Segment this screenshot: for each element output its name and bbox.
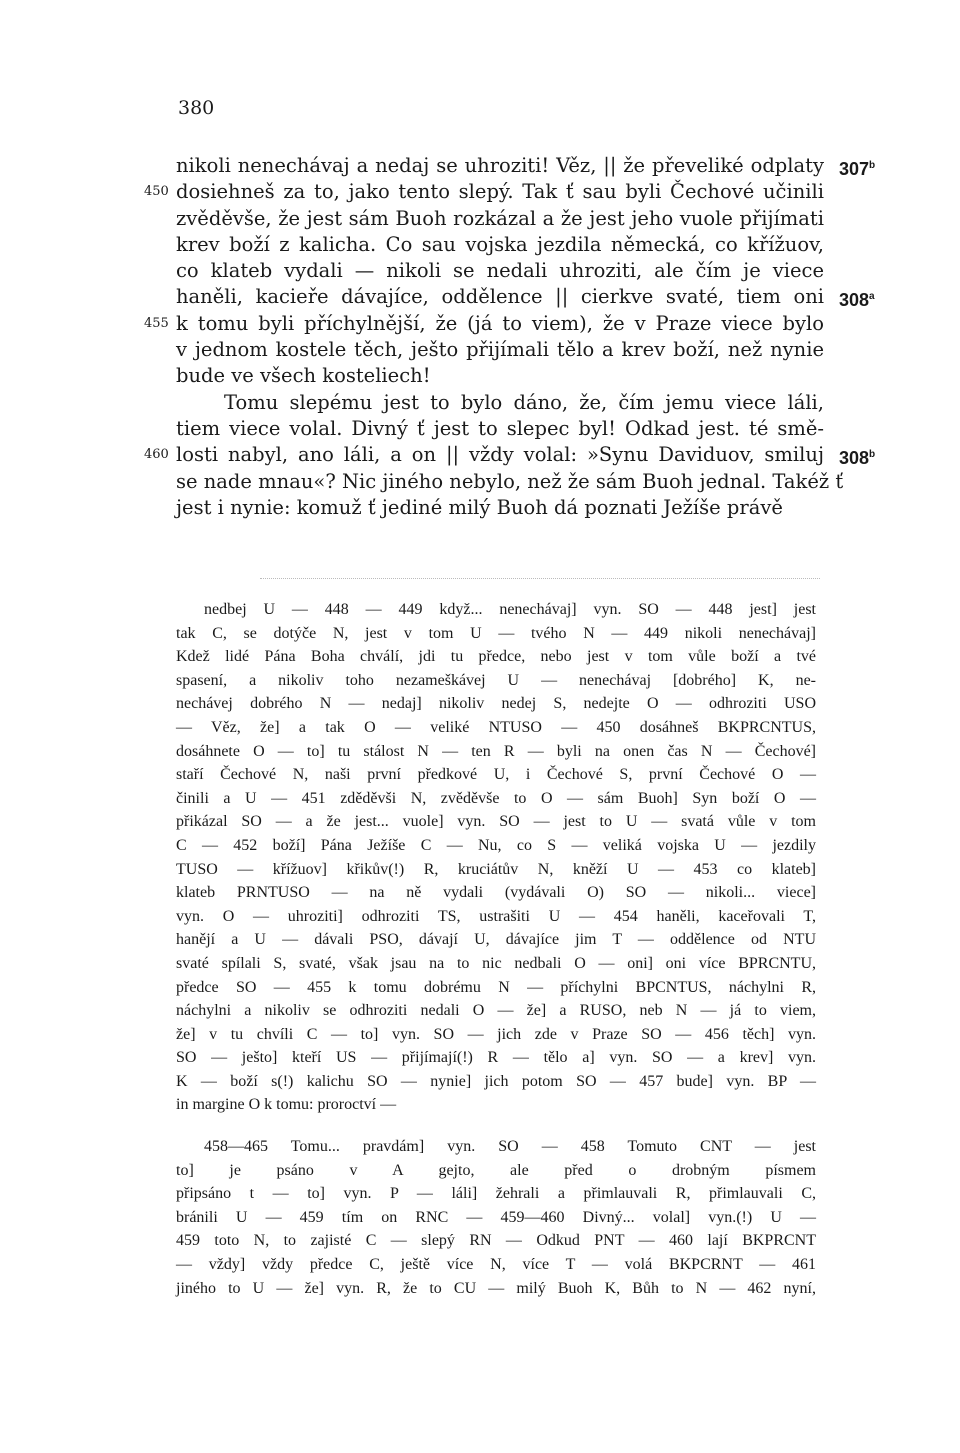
text-line — [176, 206, 824, 232]
text-line — [176, 390, 824, 416]
text-line — [176, 232, 824, 258]
critical-apparatus — [176, 598, 816, 1300]
note-line: Kdež lidé Pána Boha chválí, jdi tu předce, nebo jest v tom vůle boží a tvé — [176, 648, 816, 666]
line-text: v jednom kostele těch, ješto přijímali tělo a krev boží, než nynie — [176, 338, 824, 362]
line-text: nikoli nenechávaj a nedaj se uhroziti! Věz, || že převeliké odplaty — [176, 154, 824, 177]
text-line — [144, 311, 824, 337]
text-line — [176, 258, 824, 284]
note-line: nedbej U — 448 — 449 když... nenechávaj] vyn. SO — 448 jest] jest — [204, 601, 816, 618]
note-line: to] je psáno v A gejto, ale před o drobným písmem — [176, 1161, 816, 1179]
text-line — [176, 416, 824, 442]
note-line: připsáno t — to] vyn. P — láli] žehrali a přimlauvali R, přimlauvali C, — [176, 1185, 816, 1203]
line-number: 460 — [144, 447, 169, 463]
note-line: spasení, a nikoliv toho nezameškávej U — nenechávaj [dobrého] K, ne- — [176, 671, 816, 689]
text-line — [176, 153, 876, 179]
line-text: bude ve všech kosteliech! — [176, 364, 431, 388]
note-line: činili a U — 451 zděděvši N, zvěděvše to O — sám Buoh] Syn boží O — — [176, 789, 816, 807]
text-line — [176, 337, 824, 363]
note-line: klateb PRNTUSO — na ně vydali (vydávali O) SO — nikoli... viece] — [176, 884, 816, 902]
line-text: zvěděvše, že jest sám Buoh rozkázal a že jest jeho vuole přijímati — [176, 206, 824, 230]
page-number: 380 — [178, 97, 215, 119]
note-line: TUSO — křížuov] křikův(!) R, kruciátův N, kněží U — 453 co klateb] — [176, 860, 816, 878]
note-line: přikázal SO — a že jest... vuole] vyn. SO — jest to U — svatá vůle v tom — [176, 813, 816, 831]
note-line: předce SO — 455 k tomu dobrému N — příchylni BPCNTUS, náchylni R, — [176, 978, 816, 996]
folio-marker: 308$^b$ — [839, 448, 876, 469]
folio-marker: 308$^a$ — [839, 290, 875, 311]
note-line: vyn. O — uhroziti] odhroziti TS, ustrašiti U — 454 haněli, kaceřovali T, — [176, 907, 816, 925]
line-text: jest i nynie: komuž ť jediné milý Buoh dá poznati Ježíše právě — [176, 495, 783, 519]
line-text: co klateb vydali — nikoli se nedali uhroziti, ale čím je viece — [176, 259, 824, 283]
note-line: svaté spílali S, svaté, však jsau na to nic nedbali O — oni] oni více BPRCNTU, — [176, 954, 816, 972]
line-text: krev boží z kalicha. Co sau vojska jezdila německá, co křížuov, — [176, 232, 824, 256]
line-text: dosiehneš za to, jako tento slepý. Tak ť sau byli Čechové učinili — [176, 180, 824, 204]
line-number: 450 — [144, 184, 169, 200]
line-number: 455 — [144, 315, 169, 331]
main-text — [144, 153, 876, 521]
note-line: in margine O k tomu: proroctví — — [176, 1096, 397, 1114]
note-line: nechávej dobrého N — nedaj] nikoliv nedej S, nedejte O — odhroziti USO — [176, 695, 816, 713]
separator-rule — [260, 578, 820, 579]
folio-marker: 307$^b$ — [839, 159, 876, 179]
note-line: náchylni a nikoliv se odhroziti nedali O — že] a RUSO, neb N — já to viem, — [176, 1002, 816, 1020]
text-line — [176, 495, 824, 521]
note-line: jiného to U — že] vyn. R, že to CU — milý Buoh K, Bůh to N — 462 nyní, — [176, 1279, 816, 1297]
text-line — [176, 363, 824, 389]
note-line: 459 toto N, to zajisté C — slepý RN — Odkud PNT — 460 lají BKPRCNT — [176, 1232, 816, 1250]
note-line: tak C, se dotýče N, jest v tom U — tvého N — 449 nikoli nenechávaj] — [176, 624, 816, 642]
line-text: haněli, kacieře dávajíce, oddělence || cierkve svaté, tiem oni — [176, 285, 824, 309]
note-line: že] v tu chvíli C — to] vyn. SO — jich zde v Praze SO — 456 těch] vyn. — [176, 1025, 816, 1043]
note-line: — vždy] vždy předce C, ještě více N, více T — volá BKPCRNT — 461 — [176, 1256, 816, 1274]
note-line: hanějí a U — dávali PSO, dávají U, dávajíce jim T — oddělence od NTU — [176, 931, 816, 949]
note-line: — Věz, že] a tak O — veliké NTUSO — 450 dosáhneš BKPRCNTUS, — [176, 718, 816, 736]
line-text: Tomu slepému jest to bylo dáno, že, čím jemu viece láli, — [224, 390, 824, 414]
text-line — [144, 442, 876, 469]
text-line — [144, 179, 824, 205]
text-line — [176, 284, 875, 311]
note-line: SO — ješto] kteří US — přijímají(!) R — tělo a] vyn. SO — a krev] vyn. — [176, 1049, 816, 1067]
note-line: 458—465 Tomu... pravdám] vyn. SO — 458 Tomuto CNT — jest — [204, 1138, 816, 1156]
note-line: K — boží s(!) kalichu SO — nynie] jich potom SO — 457 bude] vyn. BP — — [176, 1072, 816, 1090]
text-line — [176, 469, 844, 495]
note-line: bránili U — 459 tím on RNC — 459—460 Divný... volal] vyn.(!) U — — [176, 1208, 816, 1226]
line-text: tiem viece volal. Divný ť jest to slepec byl! Odkad jest. té smě- — [176, 416, 824, 440]
note-line: dosáhnete O — to] tu stálost N — ten R — byli na onen čas N — Čechové] — [176, 742, 816, 760]
line-text: k tomu byli příchylnější, že (já to viem), že v Praze viece bylo — [176, 311, 824, 335]
note-line: staří Čechové N, naši první předkové U, i Čechové S, první Čechové O — — [176, 766, 816, 784]
line-text: losti nabyl, ano láli, a on || vždy volal: »Synu Daviduov, smiluj — [176, 443, 824, 467]
line-text: se nade mnau«? Nic jiného nebylo, než že sám Buoh jednal. Takéž ť — [176, 469, 844, 493]
note-line: C — 452 boží] Pána Ježíše C — Nu, co S — veliká vojska U — jezdily — [176, 836, 816, 854]
